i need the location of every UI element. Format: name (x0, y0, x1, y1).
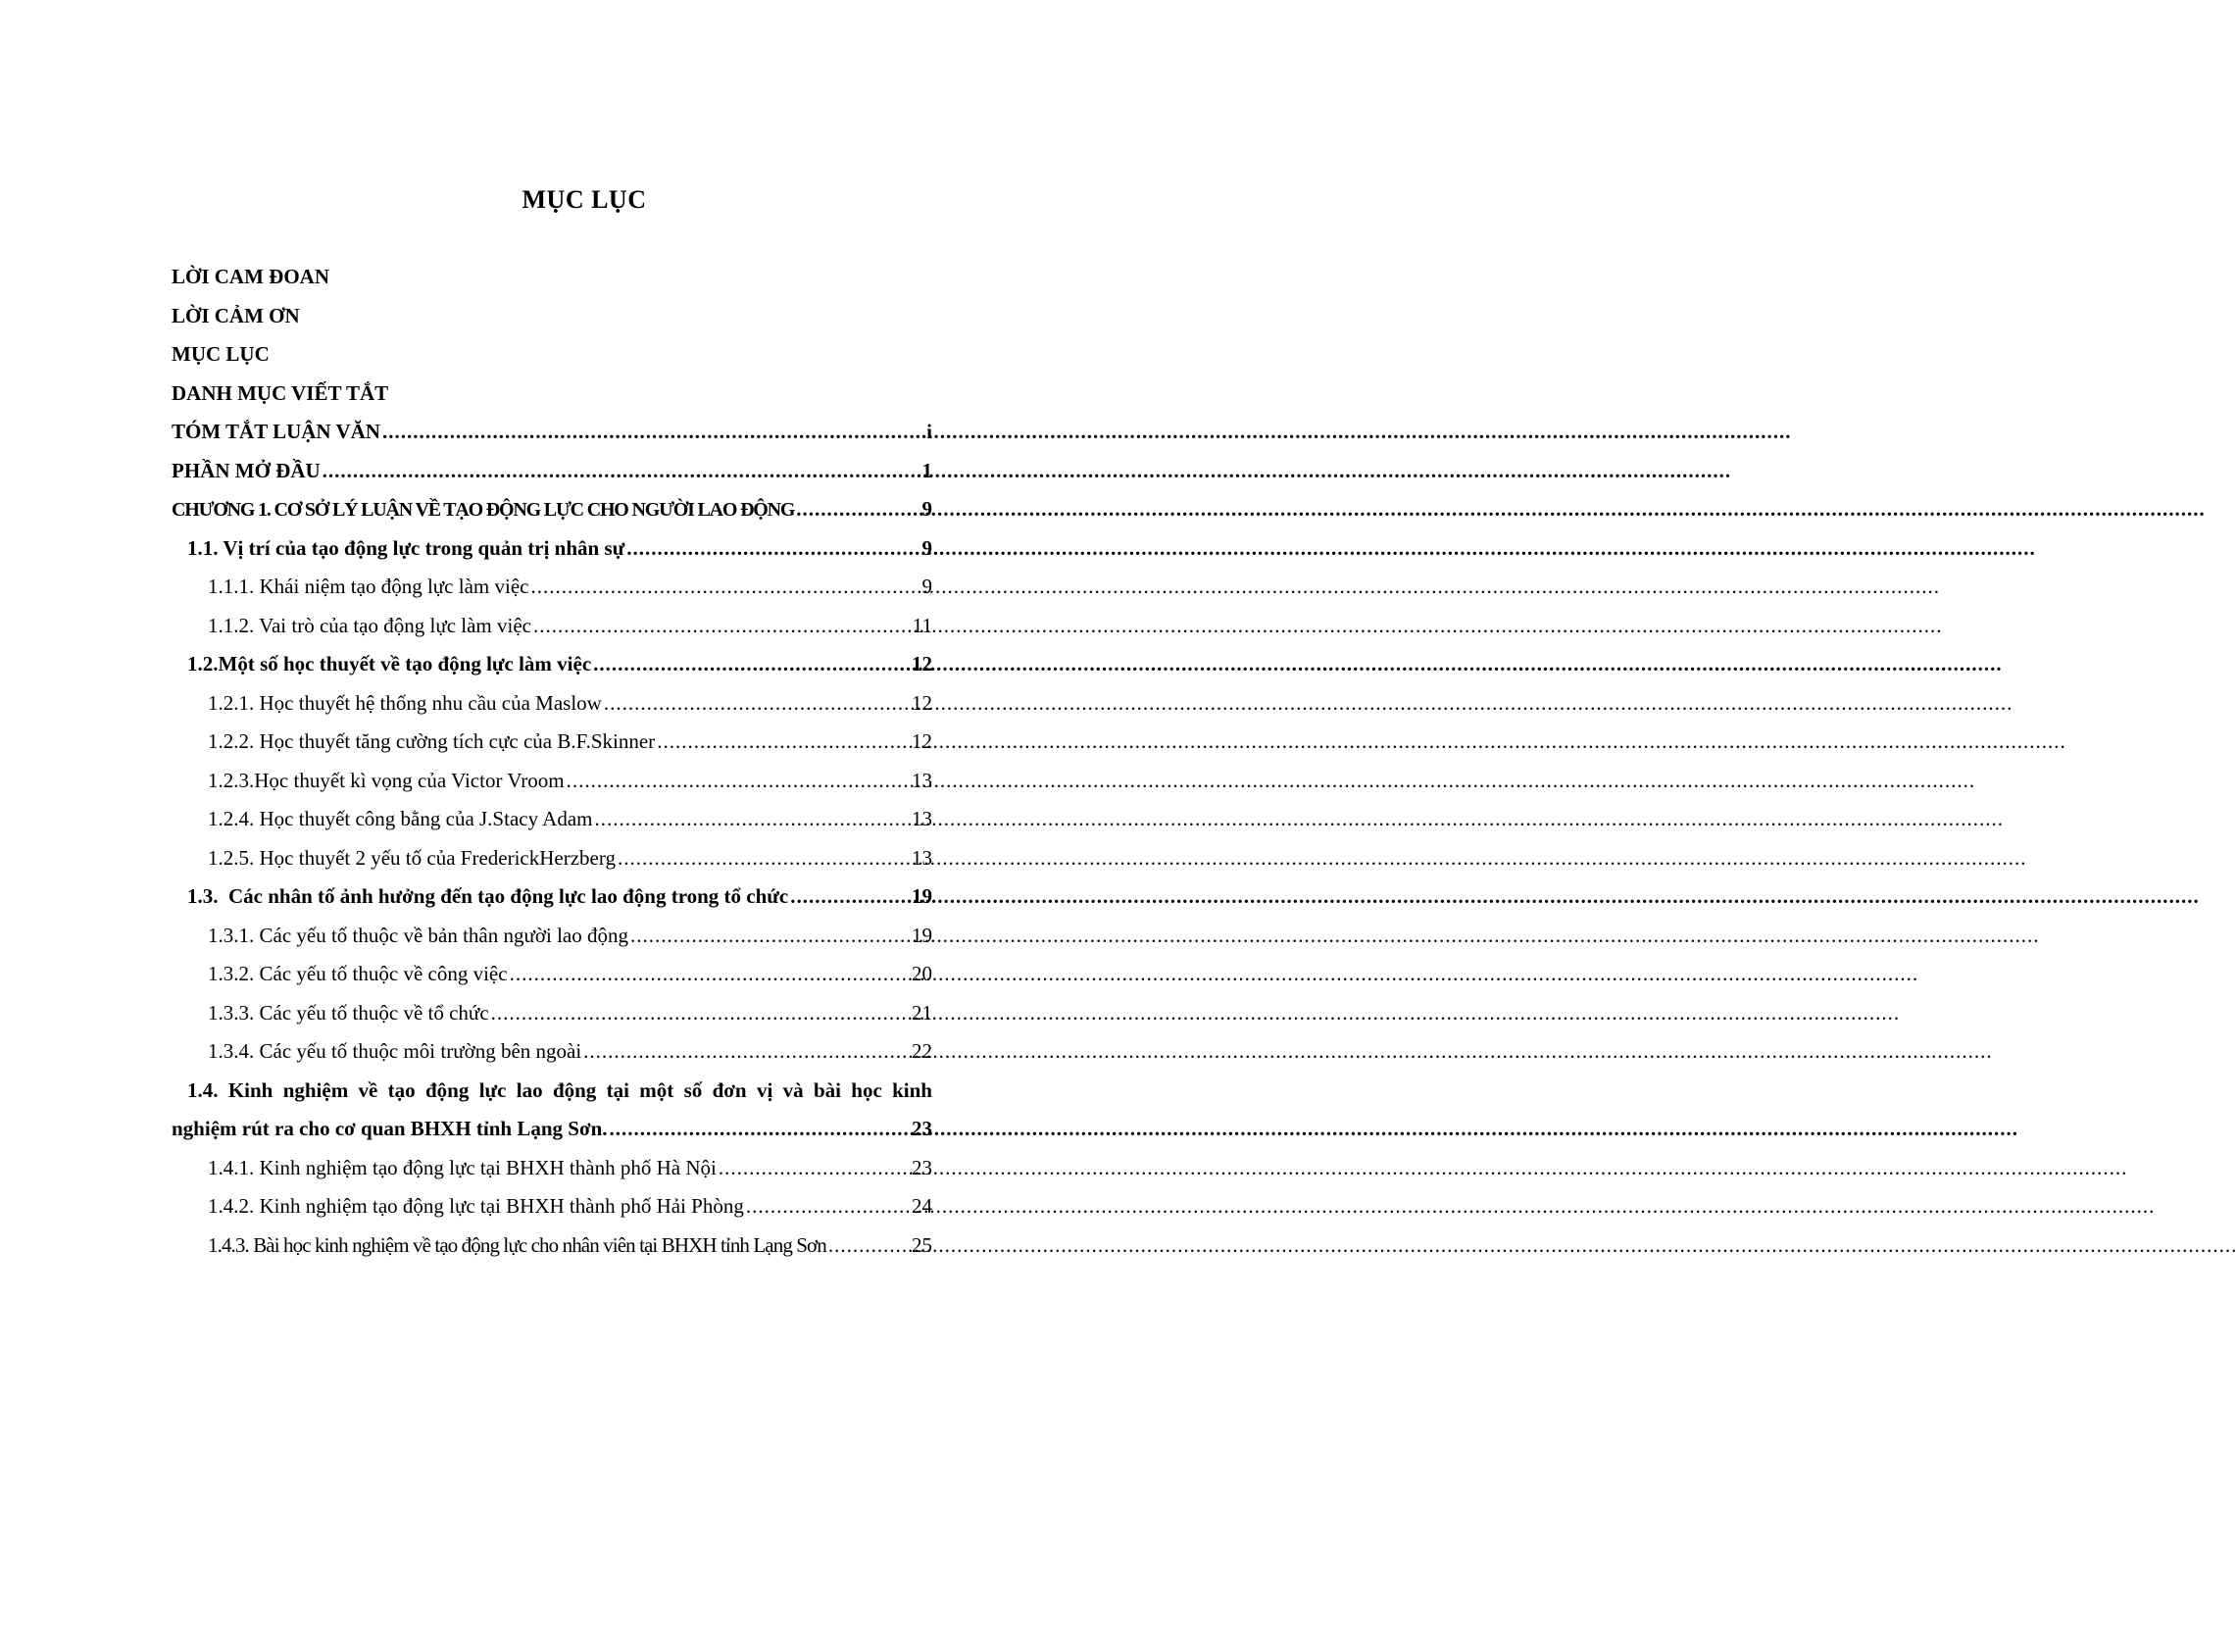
toc-entry-text: TÓM TẮT LUẬN VĂN (172, 420, 380, 443)
dot-leader (657, 729, 910, 754)
toc-page-number: 21 (912, 1000, 932, 1025)
toc-entry[interactable] (172, 1039, 932, 1078)
toc-page-number: 25 (912, 1232, 932, 1257)
dot-leader (618, 846, 910, 871)
toc-page-number: 13 (912, 845, 932, 870)
table-of-contents (172, 265, 932, 1272)
toc-entry-text: 1.2.3.Học thuyết kì vọng của Victor Vroom (208, 768, 565, 792)
toc-entry[interactable] (172, 381, 932, 421)
toc-entry-text: MỤC LỤC (172, 342, 270, 366)
dot-leader (593, 652, 910, 676)
toc-page-number: 12 (912, 652, 932, 676)
toc-entry-text: LỜI CẢM ƠN (172, 303, 300, 327)
toc-entry[interactable] (172, 924, 932, 963)
toc-entry-text: 1.2.4. Học thuyết công bằng của J.Stacy Adam (208, 807, 593, 830)
dot-leader (796, 497, 920, 522)
toc-entry-text: DANH MỤC VIẾT TẮT (172, 380, 389, 405)
toc-entry-text: 1.4.1. Kinh nghiệm tạo động lực tại BHXH thành phố Hà Nội (208, 1155, 717, 1179)
toc-page-number: 9 (921, 575, 932, 598)
toc-entry-text: PHẦN MỞ ĐẦU (172, 458, 321, 482)
toc-entry-text: 1.2.5. Học thuyết 2 yếu tố của FrederickHerzberg (208, 845, 616, 870)
dot-leader (630, 924, 910, 948)
dot-leader (604, 691, 910, 716)
toc-entry[interactable] (172, 342, 932, 381)
toc-entry[interactable] (172, 536, 932, 576)
toc-entry-continuation[interactable] (172, 1117, 932, 1156)
toc-entry[interactable] (172, 1001, 932, 1040)
dot-leader (382, 420, 924, 444)
toc-entry-text: 1.4.3. Bài học kinh nghiệm về tạo động lực cho nhân viên tại BHXH tỉnh Lạng Sơn (208, 1232, 826, 1257)
toc-entry[interactable] (172, 304, 932, 343)
dot-leader (746, 1194, 910, 1219)
dot-leader (583, 1039, 910, 1064)
toc-entry-text: 1.3.4. Các yếu tố thuộc môi trường bên ngoài (208, 1039, 582, 1063)
toc-page-number: 20 (912, 962, 932, 985)
toc-entry[interactable] (172, 807, 932, 846)
toc-page-number: 13 (912, 768, 932, 792)
toc-entry[interactable] (172, 497, 932, 536)
toc-page-number: 13 (912, 807, 932, 830)
dot-leader (530, 575, 920, 599)
toc-entry-text: 1.1.1. Khái niệm tạo động lực làm việc (208, 575, 529, 598)
toc-page-number: 9 (921, 497, 932, 521)
toc-page-number: 19 (912, 884, 932, 908)
toc-entry[interactable] (172, 729, 932, 769)
toc-entry[interactable] (172, 575, 932, 614)
toc-page-number: 22 (912, 1039, 932, 1063)
toc-entry[interactable] (172, 459, 932, 498)
toc-entry[interactable] (172, 691, 932, 730)
dot-leader (828, 1233, 910, 1258)
toc-entry[interactable] (172, 1194, 932, 1233)
toc-page-number: 12 (912, 690, 932, 715)
toc-page-number: 12 (912, 729, 932, 753)
toc-entry[interactable] (172, 1233, 932, 1273)
dot-leader (491, 1001, 910, 1026)
toc-entry-text: 1.3. Các nhân tố ảnh hưởng đến tạo động lực lao động trong tổ chức (187, 884, 789, 908)
toc-entry-text: 1.2.1. Học thuyết hệ thống nhu cầu của Maslow (208, 690, 602, 715)
toc-entry[interactable] (172, 769, 932, 808)
toc-entry-text: 1.1. Vị trí của tạo động lực trong quản trị nhân sự (187, 535, 625, 560)
toc-entry[interactable] (172, 962, 932, 1001)
dot-leader (595, 807, 911, 831)
toc-entry[interactable] (172, 1156, 932, 1195)
toc-entry-text: 1.4.2. Kinh nghiệm tạo động lực tại BHXH thành phố Hải Phòng (208, 1194, 744, 1218)
dot-leader (533, 614, 911, 638)
toc-entry-text: nghiệm rút ra cho cơ quan BHXH tỉnh Lạng Sơn. (172, 1117, 608, 1140)
toc-page-number: i (926, 420, 932, 443)
toc-entry-text: 1.3.2. Các yếu tố thuộc về công việc (208, 962, 508, 985)
toc-entry[interactable] (172, 265, 932, 304)
toc-entry[interactable] (172, 652, 932, 691)
toc-page-number: 23 (912, 1117, 932, 1140)
dot-leader (610, 1117, 910, 1141)
toc-entry[interactable] (172, 846, 932, 885)
toc-entry[interactable] (172, 420, 932, 459)
toc-entry-text: 1.3.3. Các yếu tố thuộc về tổ chức (208, 1000, 489, 1025)
toc-entry-text: 1.1.2. Vai trò của tạo động lực làm việc (208, 613, 531, 637)
toc-entry-text: 1.3.1. Các yếu tố thuộc về bản thân người lao động (208, 923, 628, 947)
dot-leader (790, 884, 910, 909)
page-title: MỤC LỤC (522, 185, 647, 215)
dot-leader (626, 536, 920, 561)
toc-entry-text: 1.2.Một số học thuyết về tạo động lực làm việc (187, 652, 592, 676)
toc-page-number: 1 (921, 458, 932, 482)
toc-entry[interactable] (172, 614, 932, 653)
toc-entry-text: CHƯƠNG 1. CƠ SỞ LÝ LUẬN VỀ TẠO ĐỘNG LỰC CHO NGƯỜI LAO ĐỘNG (172, 499, 795, 521)
toc-entry-text: LỜI CAM ĐOAN (172, 265, 329, 288)
toc-page-number: 24 (912, 1194, 932, 1218)
toc-entry[interactable] (172, 884, 932, 924)
dot-leader (719, 1156, 910, 1180)
toc-entry[interactable] (172, 1078, 932, 1118)
toc-entry-text: 1.4. Kinh nghiệm về tạo động lực lao động tại một số đơn vị và bài học kinh (187, 1077, 932, 1102)
toc-page-number: 19 (912, 923, 932, 947)
toc-page-number: 23 (912, 1155, 932, 1179)
dot-leader (323, 459, 920, 483)
toc-entry-text: 1.2.2. Học thuyết tăng cường tích cực của B.F.Skinner (208, 729, 656, 753)
dot-leader (510, 962, 910, 986)
dot-leader (567, 769, 910, 793)
toc-page-number: 9 (921, 535, 932, 560)
toc-page-number: 11 (912, 613, 932, 637)
